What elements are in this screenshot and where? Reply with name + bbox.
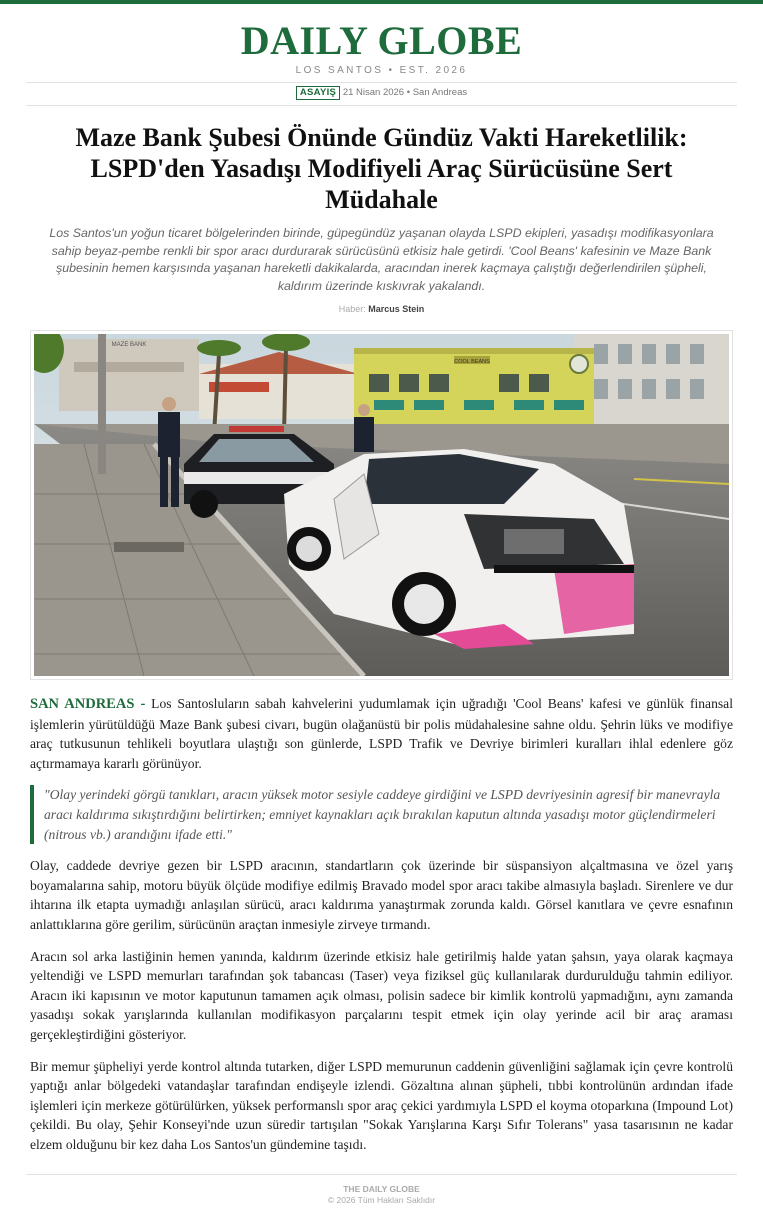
author-name[interactable]: Marcus Stein [368, 304, 425, 314]
sign-maze-bank: MAZE BANK [111, 342, 147, 348]
brand-logo[interactable]: DAILY GLOBE [240, 18, 523, 63]
paragraph [30, 694, 733, 773]
paragraph-text: Los Santosluların sabah kahvelerini yudumlamak için uğradığı 'Cool Beans' kafesi ve günlük finansal işlemlerin yürütüldüğü Maze Bank şubesi civarı, bugün olağanüstü bir polis müdahalesine sahne oldu. Şehrin lüks ve modifiye araç tutkusunun tehlikeli boyutlara ulaştığı son günlerde, LSPD Trafik ve Devriye birimleri kuralları ihlal edenlere göz açtırmamaya kararlı görünüyor. [30, 696, 733, 771]
headline: Maze Bank Şubesi Önünde Gündüz Vakti Hareketlilik: LSPD'den Yasadışı Modifiyeli Araç Sürücüsüne Sert Müdahale [75, 123, 688, 214]
article-photo [30, 330, 733, 680]
date-location: 21 Nisan 2026 • San Andreas [342, 87, 468, 98]
divider [26, 1174, 737, 1175]
copyright: © 2026 Tüm Hakları Saklıdır [327, 1195, 436, 1205]
lede: Los Santos'un yoğun ticaret bölgelerinden birinde, güpegündüz yaşanan olayda LSPD ekipleri, yasadışı modifikasyonlara sahip beyaz-pembe renkli bir spor aracı durdurarak sürücüsünü etkisiz hale getirdi. 'Cool Beans' kafesinin ve Maze Bank şubesinin hemen karşısında yaşanan hareketli dakikalarda, aracından inerek kaçmaya çalıştığı değerlendirilen şüpheli, kaldırım üzerinde kıskıvrak yakalandı. [49, 226, 714, 293]
tagline: LOS SANTOS • EST. 2026 [295, 65, 468, 76]
sign-cool-beans: COOL BEANS [454, 359, 490, 365]
photo-scene [34, 334, 729, 676]
paragraph: Bir memur şüpheliyi yerde kontrol altında tutarken, diğer LSPD memurunun caddenin güvenliğini sağlamak için çevre kontrolü yaptığı anlar bölgedeki vatandaşlar tarafından endişeyle izlendi. Gözaltına alınan şüpheli, tıbbi kontrolünün ardından ifade işlemleri için merkeze götürülürken, yüksek performanslı spor araç çekici yardımıyla LSPD el koyma otoparkına (Impound Lot) çekildi. Bu olay, Şehir Konseyi'nde uzun süredir tartışılan "Sokak Yarışlarına Karşı Sıfır Tolerans" yasa tasarısının ne kadar elzem olduğunu bir kez daha Los Santos'un gündemine taşıdı. [30, 1058, 733, 1152]
dateline: SAN ANDREAS - [30, 696, 146, 712]
footer [0, 1184, 763, 1206]
meta-bar [0, 83, 763, 102]
paragraph: Aracın sol arka lastiğinin hemen yanında, kaldırım üzerinde etkisiz hale getirilmiş halde yatan şahsın, yaya olarak kaçmaya yeltendiği ve LSPD memurları tarafından şok tabancası (Taser) veya fiziksel güç kullanılarak durdurulduğu tahmin ediliyor. Aracın iki kapısının ve motor kaputunun tamamen açık olması, polisin sadece bir kimlik kontrolü yapmadığını, aynı zamanda yasadışı sokak yarışlarında kullanılan modifikasyon parçalarını tespit etmek için olay yerinde acil bir araç araması gerçekleştirdiğini gösteriyor. [30, 948, 733, 1042]
byline-label: Haber: [338, 304, 366, 314]
byline [0, 304, 763, 314]
footer-brand: THE DAILY GLOBE [343, 1184, 420, 1194]
masthead [0, 4, 763, 76]
article-body [30, 694, 733, 1154]
category-badge[interactable]: ASAYIŞ [296, 86, 340, 100]
paragraph: Olay, caddede devriye gezen bir LSPD aracının, standartların çok üzerinde bir süspansiyon alçaltmasına ve özel yarış boyamalarına sahip, motoru büyük ölçüde modifiye edilmiş Bravado model spor aracı takibe almasıyla başladı. Sirenlere ve dur ihtarına ilk etapta uymadığı anlaşılan sürücü, aracı kaldırıma yanaştırmak zorunda kaldı. Görsel kanıtlara ve çevre esnafının anlattıklarına göre gerilim, sürücünün araçtan inmesiyle zirveye tırmandı. [30, 858, 733, 932]
divider [26, 105, 737, 106]
pull-quote: "Olay yerindeki görgü tanıkları, aracın yüksek motor sesiyle caddeye girdiğini ve LSPD devriyesinin agresif bir manevrayla aracı kaldırıma sıkıştırdığını belirtirken; emniyet kaynakları açık bırakılan kaputun altında yasadışı motor güçlendirmeleri (nitrous vb.) arandığını ifade etti." [30, 785, 733, 844]
